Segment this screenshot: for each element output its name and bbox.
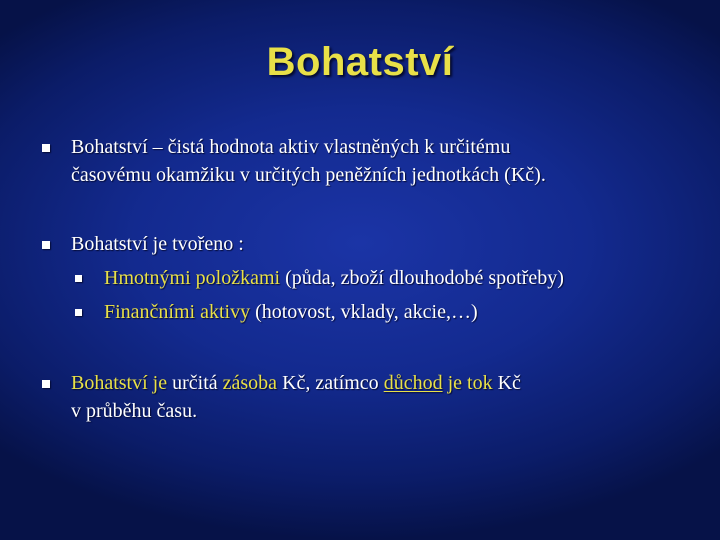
highlight-income: důchod — [383, 372, 443, 394]
highlight-financial-assets: Finančními aktivy — [104, 301, 251, 323]
square-bullet-icon — [75, 309, 82, 316]
square-bullet-icon — [42, 380, 50, 388]
bullet-text — [71, 133, 671, 189]
bullet-item-stock-vs-flow — [42, 369, 682, 429]
highlight-tangible-items: Hmotnými položkami — [104, 267, 281, 289]
bullet-text-line: v průběhu času. — [71, 400, 198, 422]
bullet-text — [71, 369, 671, 425]
bullet-item-composition — [42, 230, 682, 330]
square-bullet-icon — [42, 241, 50, 249]
sub-bullet-item-financial — [75, 298, 675, 326]
bullet-item-definition — [42, 133, 682, 193]
square-bullet-icon — [42, 144, 50, 152]
bullet-text-segment: určitá — [167, 372, 223, 394]
bullet-text-segment: Kč, zatímco — [277, 372, 384, 394]
slide-title: Bohatství — [266, 40, 454, 84]
bullet-text-line: časovému okamžiku v určitých peněžních jednotkách (Kč). — [71, 164, 546, 186]
highlight-wealth-is: Bohatství je — [71, 372, 168, 394]
sub-bullet-text: (půda, zboží dlouhodobé spotřeby) — [280, 267, 564, 289]
sub-bullet-text: (hotovost, vklady, akcie,…) — [250, 301, 478, 323]
bullet-text-line: Bohatství je tvořeno : — [71, 233, 244, 255]
bullet-text-line: Bohatství – čistá hodnota aktiv vlastněných k určitému — [71, 136, 511, 158]
bullet-text-segment: Kč — [492, 372, 521, 394]
sub-bullet-item-tangible — [75, 264, 675, 292]
highlight-stock: zásoba — [222, 372, 278, 394]
highlight-is-flow: je tok — [442, 372, 493, 394]
square-bullet-icon — [75, 275, 82, 282]
bullet-text — [71, 230, 671, 258]
